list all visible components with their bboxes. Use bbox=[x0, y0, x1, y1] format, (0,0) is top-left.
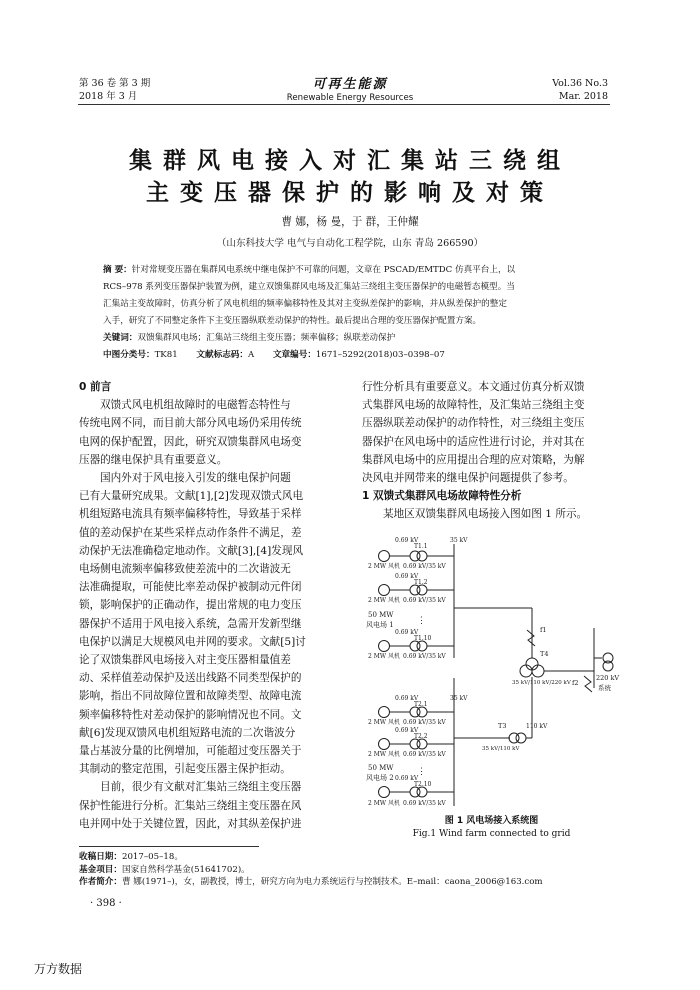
doc-code: A bbox=[247, 350, 255, 360]
article-number: 1671–5292(2018)03–0398–07 bbox=[315, 350, 445, 360]
author-bio-label: 作者简介： bbox=[79, 877, 122, 887]
body-line: 集群风电场中的应用提出合理的应对策略，为解 bbox=[362, 453, 585, 466]
doc-code-label: 文献标志码： bbox=[196, 350, 248, 360]
label-t110: T1.10 bbox=[414, 635, 432, 642]
body-line: 器保护不适用于风电接入系统，急需开发新型继 bbox=[79, 617, 302, 630]
label-t11: T1.1 bbox=[414, 543, 428, 550]
body-line: 某地区双馈集群风电场接入图如图 1 所示。 bbox=[383, 508, 588, 521]
volume-issue: 第 36 卷 第 3 期 bbox=[79, 78, 151, 89]
abstract-text: 汇集站主变故障时，仿真分析了风电机组的频率偏移特性及其对主变纵差保护的影响，并从纵差保护的整定 bbox=[103, 299, 507, 309]
body-line: 传统电网不同，而目前大部分风电场仍采用传统 bbox=[79, 417, 302, 430]
figure-caption-en: Fig.1 Wind farm connected to grid bbox=[412, 829, 571, 839]
label-069kv: 0.69 kV bbox=[395, 775, 419, 782]
left-column bbox=[79, 378, 338, 833]
label-t3: T3 bbox=[498, 722, 507, 730]
label-tr-ratio: 0.69 kV/35 kV bbox=[403, 597, 446, 604]
label-gen: 2 MW 风机 bbox=[368, 719, 400, 726]
section-heading-intro: 0 前言 bbox=[79, 381, 112, 393]
body-line: 动、采样值差动保护及送出线路不同类型保护的 bbox=[79, 672, 302, 685]
body-line: 电并网中处于关键位置，因此，对其纵差保护进 bbox=[79, 817, 302, 830]
abstract-text: 入手，研究了不同整定条件下主变压器纵联差动保护的特性。最后提出合理的变压器保护配置方案。 bbox=[103, 316, 482, 326]
label-069kv: 0.69 kV bbox=[395, 695, 419, 702]
body-line: 影响，指出不同故障位置和故障类型、故障电流 bbox=[79, 690, 302, 703]
affiliation: （山东科技大学 电气与自动化工程学院，山东 青岛 266590） bbox=[216, 238, 484, 249]
footnotes bbox=[79, 851, 619, 889]
label-110kv: 110 kV bbox=[526, 723, 548, 730]
label-farm2-capacity: 50 MW bbox=[368, 764, 394, 772]
label-gen: 2 MW 风机 bbox=[368, 653, 400, 660]
body-line: 压器的继电保护具有重要意义。 bbox=[79, 453, 228, 466]
label-069kv: 0.69 kV bbox=[395, 727, 419, 734]
body-line: 双馈式风电机组故障时的电磁暂态特性与 bbox=[100, 399, 291, 412]
fund-info: 国家自然科学基金(51641702)。 bbox=[121, 864, 250, 875]
body-line: 决风电并网带来的继电保护问题提供了参考。 bbox=[362, 472, 574, 485]
label-35kv: 35 kV bbox=[450, 537, 468, 544]
volume-en: Vol.36 No.3 bbox=[552, 78, 608, 89]
body-line: 值的差动保护在某些采样点动作条件不满足，差 bbox=[79, 526, 302, 539]
issue-date: 2018 年 3 月 bbox=[79, 91, 138, 102]
journal-name-cn: 可再生能源 bbox=[312, 77, 388, 92]
figure-caption bbox=[362, 815, 621, 841]
body-line: 电场侧电流频率偏移致使差流中的二次谐波无 bbox=[79, 563, 291, 576]
label-farm1-name: 风电场 1 bbox=[366, 621, 394, 629]
body-line: 保护性能进行分析。汇集站三绕组主变压器在风 bbox=[79, 799, 302, 812]
body-line: 献[6]发现双馈风电机组短路电流的二次谐波分 bbox=[79, 726, 296, 739]
body-line: 频率偏移特性对差动保护的影响情况也不同。文 bbox=[79, 708, 302, 721]
label-220kv: 220 kV bbox=[596, 674, 620, 682]
section-heading-1: 1 双馈式集群风电场故障特性分析 bbox=[362, 490, 522, 503]
label-t21: T2.1 bbox=[414, 701, 428, 708]
keywords-label: 关键词： bbox=[103, 333, 138, 343]
body-line: 锁，影响保护的正确动作，提出常规的电力变压 bbox=[79, 599, 302, 612]
label-system: 系统 bbox=[598, 684, 611, 692]
keywords: 双馈集群风电场；汇集站三绕组主变压器；频率偏移；纵联差动保护 bbox=[137, 333, 396, 343]
label-tr-ratio: 0.69 kV/35 kV bbox=[403, 800, 446, 807]
label-gen: 2 MW 风机 bbox=[368, 597, 400, 604]
body-line: 压器纵联差动保护的动作特性，对三绕组主变压 bbox=[362, 417, 585, 430]
article-number-label: 文章编号： bbox=[272, 350, 316, 360]
label-gen: 2 MW 风机 bbox=[368, 800, 400, 807]
page-number: · 398 · bbox=[90, 898, 122, 909]
label-f1: f1 bbox=[540, 626, 547, 634]
body-line: 电网的保护配置，因此，研究双馈集群风电场变 bbox=[79, 435, 302, 448]
body-line: 法准确提取，可能使比率差动保护被制动元件闭 bbox=[79, 581, 302, 594]
label-t22: T2.2 bbox=[414, 733, 428, 740]
authors: 曹 娜，杨 曼，于 群，王仲耀 bbox=[281, 216, 419, 228]
label-tr-ratio: 0.69 kV/35 kV bbox=[403, 719, 446, 726]
date-en: Mar. 2018 bbox=[558, 91, 608, 102]
received-date: 2017–05–18。 bbox=[121, 852, 183, 862]
body-line: 国内外对于风电接入引发的继电保护问题 bbox=[100, 472, 291, 485]
body-line: 行性分析具有重要意义。本文通过仿真分析双馈 bbox=[362, 381, 585, 393]
journal-volume-en bbox=[552, 77, 608, 103]
label-35kv: 35 kV bbox=[450, 695, 468, 702]
fund-label: 基金项目： bbox=[79, 864, 122, 875]
watermark: 万方数据 bbox=[34, 962, 83, 976]
paper-title-line1: 集群风电接入对汇集站三绕组 bbox=[129, 148, 571, 174]
body-line: 其制动的整定范围，引起变压器主保护拒动。 bbox=[79, 763, 291, 776]
body-line: 机组短路电流具有频率偏移特性，导致基于采样 bbox=[79, 508, 302, 521]
dots-icon: ⋮ bbox=[417, 616, 426, 626]
label-t210: T2.10 bbox=[414, 781, 432, 788]
body-line: 论了双馈集群风电场接入对主变压器相量值差 bbox=[79, 654, 291, 667]
label-tr-ratio: 0.69 kV/35 kV bbox=[403, 751, 446, 758]
label-t12: T1.2 bbox=[414, 579, 428, 586]
label-farm2-name: 风电场 2 bbox=[366, 774, 394, 782]
abstract-label: 摘 要： bbox=[103, 265, 132, 275]
abstract-text: RCS–978 系列变压器保护装置为例，建立双馈集群风电场及汇集站三绕组主变压器保护的电磁暂态模型。当 bbox=[103, 282, 515, 292]
label-069kv: 0.69 kV bbox=[395, 537, 419, 544]
label-t3-ratio: 35 kV/110 kV bbox=[482, 746, 520, 752]
label-gen: 2 MW 风机 bbox=[368, 751, 400, 758]
body-line: 目前，很少有文献对汇集站三绕组主变压器 bbox=[100, 781, 302, 794]
figure-caption-cn: 图 1 风电场接入系统图 bbox=[444, 816, 539, 826]
label-t4-ratio: 35 kV/110 kV/220 kV bbox=[512, 680, 571, 686]
clc-label: 中图分类号： bbox=[103, 350, 155, 360]
dots-icon: ⋮ bbox=[417, 767, 426, 777]
right-column bbox=[362, 378, 621, 524]
label-farm1-capacity: 50 MW bbox=[368, 611, 394, 619]
body-line: 量占基波分量的比例增加，可能超过变压器关于 bbox=[79, 745, 302, 758]
header-rule bbox=[78, 104, 610, 105]
abstract bbox=[103, 262, 598, 364]
body-line: 式集群风电场的故障特性，及汇集站三绕组主变 bbox=[362, 399, 585, 412]
paper-title-line2: 主变压器保护的影响及对策 bbox=[146, 180, 554, 206]
label-f2: f2 bbox=[572, 679, 579, 687]
label-gen: 2 MW 风机 bbox=[368, 563, 400, 570]
author-bio: 曹 娜(1971–)，女，副教授，博士，研究方向为电力系统运行与控制技术。E–mail：caona_2006@163.com bbox=[121, 877, 543, 887]
label-tr-ratio: 0.69 kV/35 kV bbox=[403, 563, 446, 570]
journal-name-en: Renewable Energy Resources bbox=[286, 93, 414, 103]
abstract-text: 针对常规变压器在集群风电系统中继电保护不可靠的问题，文章在 PSCAD/EMTDC 仿真平台上，以 bbox=[131, 265, 516, 275]
label-069kv: 0.69 kV bbox=[395, 573, 419, 580]
footnote-rule bbox=[79, 846, 259, 847]
wind-farm-diagram bbox=[362, 528, 624, 814]
body-line: 器保护在风电场中的适应性进行讨论，并对其在 bbox=[362, 435, 585, 448]
received-label: 收稿日期： bbox=[79, 852, 122, 862]
label-t4: T4 bbox=[540, 650, 549, 658]
body-line: 动保护无法准确稳定地动作。文献[3],[4]发现风 bbox=[79, 544, 304, 557]
clc-number: TK81 bbox=[154, 350, 178, 360]
body-line: 已有大量研究成果。文献[1],[2]发现双馈式风电 bbox=[79, 490, 304, 503]
label-069kv: 0.69 kV bbox=[395, 629, 419, 636]
label-tr-ratio: 0.69 kV/35 kV bbox=[403, 653, 446, 660]
body-line: 电保护以满足大规模风电并网的要求。文献[5]讨 bbox=[79, 635, 306, 648]
